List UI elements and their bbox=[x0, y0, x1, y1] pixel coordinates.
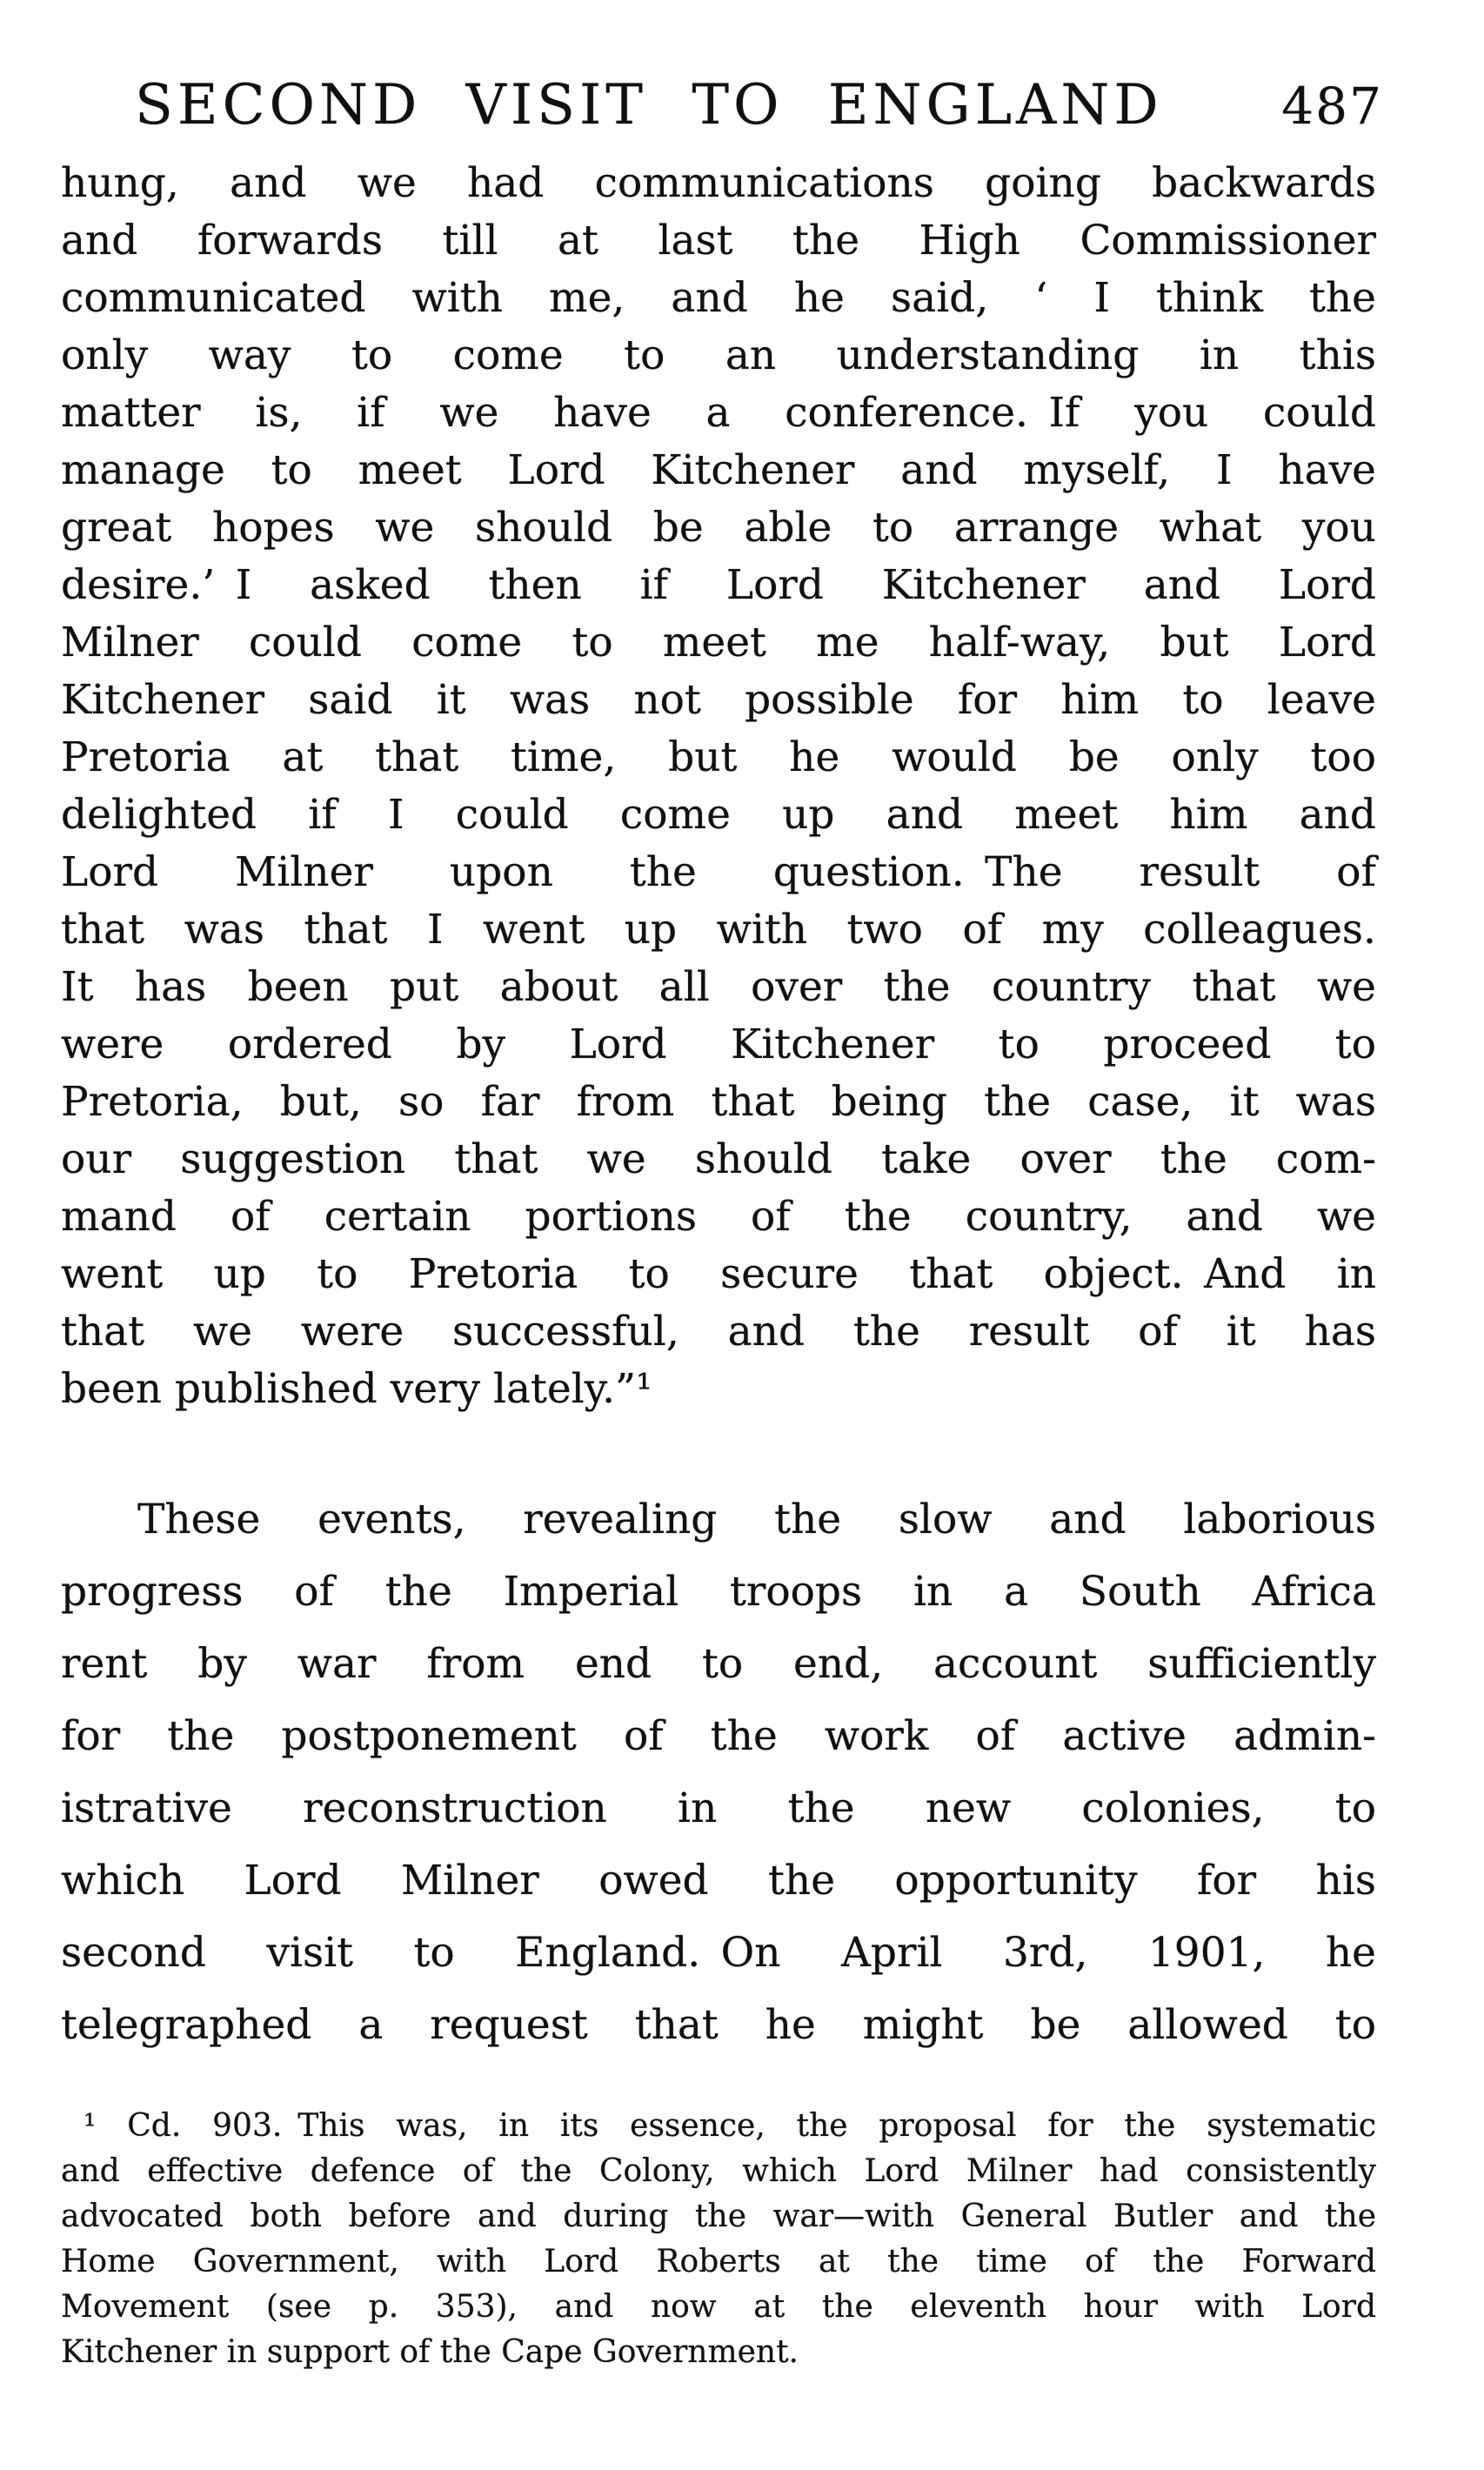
text-line: were ordered by Lord Kitchener to proceed to bbox=[61, 1021, 1376, 1068]
quotation-paragraph bbox=[61, 155, 1376, 1418]
footnote-line: advocated both before and during the war—with General Butler and the bbox=[61, 2199, 1376, 2234]
text-line: Milner could come to meet me half-way, but Lord bbox=[61, 619, 1376, 666]
text-line: that we were successful, and the result of it has bbox=[61, 1308, 1376, 1355]
text-line: istrative reconstruction in the new colonies, to bbox=[61, 1784, 1376, 1832]
text-line: been published very lately.”¹ bbox=[61, 1365, 652, 1413]
text-line: and forwards till at last the High Commissioner bbox=[61, 217, 1376, 264]
text-line: great hopes we should be able to arrange what you bbox=[61, 504, 1376, 552]
footnote-line: and effective defence of the Colony, which Lord Milner had consistently bbox=[61, 2153, 1376, 2189]
text-line: only way to come to an understanding in this bbox=[61, 331, 1376, 379]
text-line: It has been put about all over the country that we bbox=[61, 963, 1376, 1011]
text-line: desire.’ I asked then if Lord Kitchener and Lord bbox=[61, 561, 1376, 609]
text-line: that was that I went up with two of my colleagues. bbox=[61, 906, 1376, 954]
text-line: hung, and we had communications going backwards bbox=[61, 159, 1376, 207]
text-line: second visit to England. On April 3rd, 1901, he bbox=[61, 1929, 1376, 1977]
header-title: SECOND VISIT TO ENGLAND bbox=[135, 73, 1163, 137]
text-line: mand of certain portions of the country, and we bbox=[61, 1193, 1376, 1241]
footnote-line: Kitchener in support of the Cape Government. bbox=[61, 2334, 799, 2370]
text-line: went up to Pretoria to secure that object. And in bbox=[61, 1250, 1376, 1298]
text-line: which Lord Milner owed the opportunity for his bbox=[61, 1857, 1376, 1904]
text-line: telegraphed a request that he might be allowed to bbox=[61, 2001, 1376, 2049]
text-line: matter is, if we have a conference. If you could bbox=[61, 389, 1376, 437]
page-number: 487 bbox=[1281, 77, 1383, 136]
text-line: manage to meet Lord Kitchener and myself, I have bbox=[61, 446, 1376, 494]
text-line: rent by war from end to end, account sufficiently bbox=[61, 1640, 1376, 1688]
text-line: our suggestion that we should take over the com- bbox=[61, 1135, 1376, 1183]
text-line: Pretoria, but, so far from that being the case, it was bbox=[61, 1078, 1376, 1126]
text-line: progress of the Imperial troops in a South Africa bbox=[61, 1568, 1376, 1616]
text-line: delighted if I could come up and meet him and bbox=[61, 791, 1376, 839]
footnote bbox=[61, 2104, 1376, 2375]
running-header bbox=[135, 73, 1383, 137]
text-line: Kitchener said it was not possible for him to leave bbox=[61, 676, 1376, 724]
text-line: These events, revealing the slow and laborious bbox=[137, 1496, 1376, 1543]
text-line: for the postponement of the work of active admin- bbox=[61, 1712, 1376, 1760]
body-paragraph bbox=[61, 1483, 1376, 2061]
footnote-line: ¹ Cd. 903. This was, in its essence, the proposal for the systematic bbox=[84, 2108, 1376, 2144]
footnote-line: Home Government, with Lord Roberts at the time of the Forward bbox=[61, 2244, 1376, 2279]
text-line: communicated with me, and he said, ‘ I think the bbox=[61, 274, 1376, 322]
text-line: Pretoria at that time, but he would be only too bbox=[61, 733, 1376, 781]
footnote-line: Movement (see p. 353), and now at the eleventh hour with Lord bbox=[61, 2289, 1376, 2325]
text-line: Lord Milner upon the question. The result of bbox=[61, 848, 1376, 896]
